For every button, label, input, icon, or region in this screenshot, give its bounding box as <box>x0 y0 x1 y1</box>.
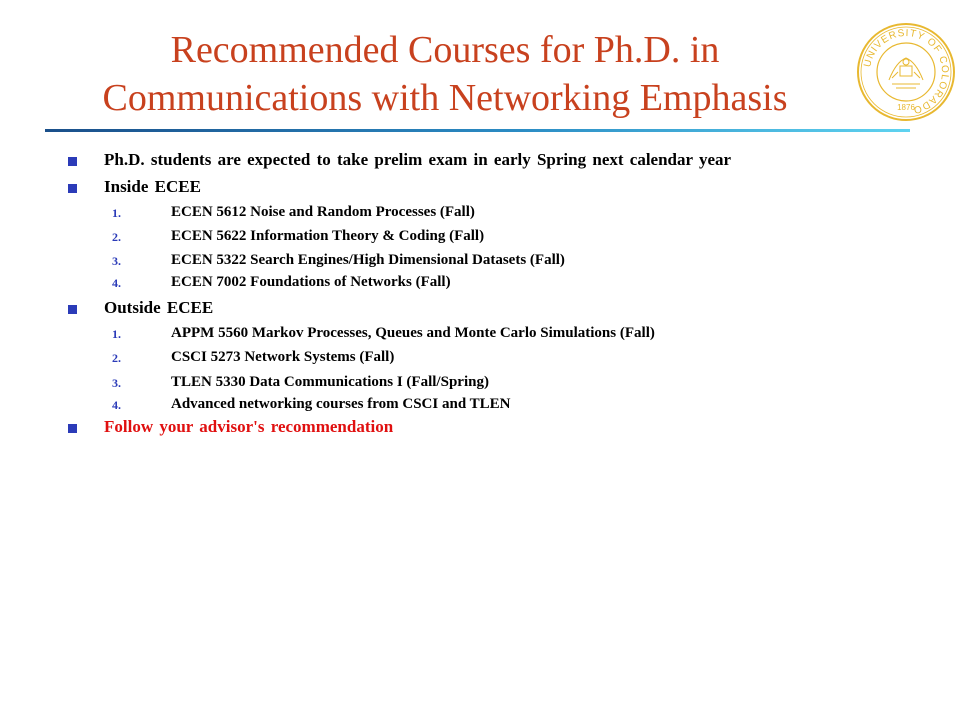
bullet-marker <box>68 305 77 314</box>
course-item: APPM 5560 Markov Processes, Queues and Monte Carlo Simulations (Fall) <box>171 325 655 341</box>
list-item-prelim: Ph.D. students are expected to take prelim exam in early Spring next calendar year <box>104 150 732 169</box>
sublist-number: 1. <box>112 206 121 220</box>
sublist-number: 2. <box>112 230 121 244</box>
bullet-marker <box>68 157 77 166</box>
list-item-advisor: Follow your advisor's recommendation <box>104 417 394 436</box>
svg-text:UNIVERSITY OF COLORADO: UNIVERSITY OF COLORADO <box>862 27 951 116</box>
course-item: ECEN 5612 Noise and Random Processes (Fall) <box>171 204 475 220</box>
bullet-marker <box>68 424 77 433</box>
course-item: ECEN 5322 Search Engines/High Dimensional Datasets (Fall) <box>171 252 565 268</box>
title-line-1: Recommended Courses for Ph.D. in <box>170 29 720 71</box>
course-item: ECEN 5622 Information Theory & Coding (Fall) <box>171 228 485 244</box>
sublist-number: 1. <box>112 327 121 341</box>
sublist-number: 4. <box>112 398 121 412</box>
list-item-outside-ecee: Outside ECEE <box>104 298 214 317</box>
sublist-number: 3. <box>112 254 121 268</box>
course-item: ECEN 7002 Foundations of Networks (Fall) <box>171 274 451 290</box>
course-item: TLEN 5330 Data Communications I (Fall/Spring) <box>171 374 489 390</box>
sublist-number: 2. <box>112 351 121 365</box>
list-item-inside-ecee: Inside ECEE <box>104 177 201 196</box>
course-item: CSCI 5273 Network Systems (Fall) <box>171 349 395 365</box>
title-line-2: Communications with Networking Emphasis <box>102 77 788 119</box>
bullet-marker <box>68 184 77 193</box>
sublist-number: 4. <box>112 276 121 290</box>
sublist-number: 3. <box>112 376 121 390</box>
svg-text:1876: 1876 <box>897 103 915 112</box>
course-item: Advanced networking courses from CSCI and TLEN <box>171 396 511 412</box>
